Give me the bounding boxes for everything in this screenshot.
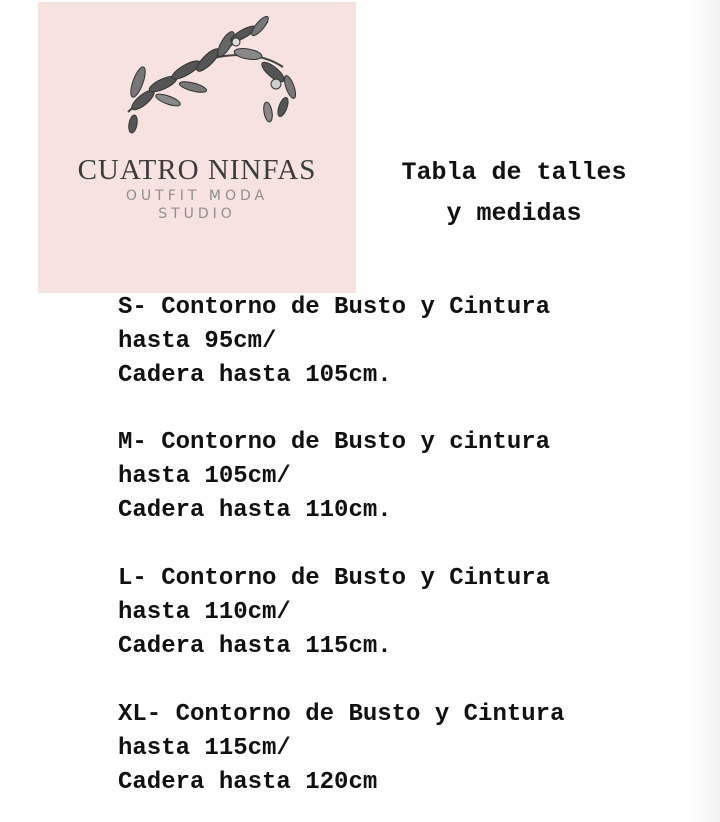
brand-name: CUATRO NINFAS [77, 154, 317, 186]
size-entry-line2: hasta 105cm/ [118, 463, 291, 490]
brand-subtitle-line1: OUTFIT MODA [125, 188, 269, 204]
olive-wreath-icon [108, 12, 308, 142]
page-title-line2: y medidas [446, 199, 582, 228]
brand-logo-card [38, 2, 356, 293]
size-entry-s [118, 291, 678, 393]
size-entry-line1: M- Contorno de Busto y cintura [118, 429, 551, 456]
page-title [366, 152, 662, 234]
size-entry-line1: L- Contorno de Busto y Cintura [118, 565, 551, 592]
size-entry-l [118, 562, 678, 664]
size-entry-line2: hasta 110cm/ [118, 599, 291, 626]
size-entry-line1: XL- Contorno de Busto y Cintura [118, 701, 565, 728]
size-entry-xl [118, 698, 678, 800]
size-entry-line1: S- Contorno de Busto y Cintura [118, 294, 551, 321]
brand-subtitle-line2: STUDIO [158, 206, 236, 222]
right-edge-shadow [690, 0, 720, 822]
size-entry-line3: Cadera hasta 105cm. [118, 362, 392, 389]
size-entry-line3: Cadera hasta 120cm [118, 769, 378, 796]
page-title-line1: Tabla de talles [401, 158, 627, 187]
size-entry-line3: Cadera hasta 115cm. [118, 633, 392, 660]
size-entry-line2: hasta 95cm/ [118, 328, 277, 355]
size-entry-line2: hasta 115cm/ [118, 735, 291, 762]
size-entry-m [118, 426, 678, 528]
size-entry-line3: Cadera hasta 110cm. [118, 497, 392, 524]
